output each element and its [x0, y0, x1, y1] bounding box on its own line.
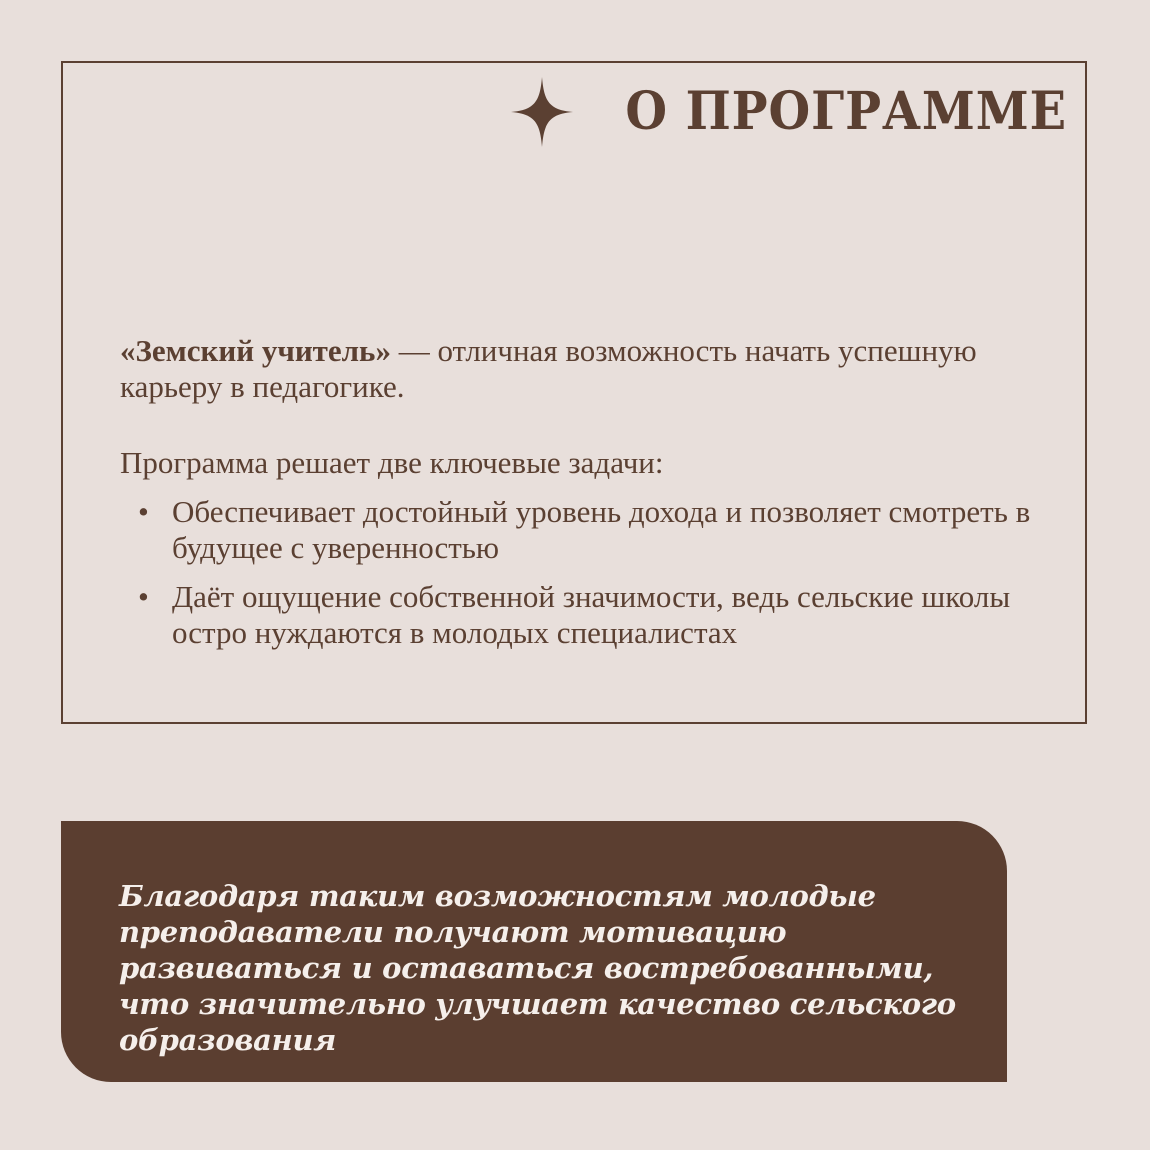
- intro-paragraph: [120, 333, 1040, 405]
- program-description: [120, 333, 1040, 664]
- banner-text: Благодаря таким возможностям молодые преподаватели получают мотивацию развиваться и оставаться востребованными, что значительно улучшает качество сельского образования: [119, 879, 956, 1057]
- tasks-lead: Программа решает две ключевые задачи:: [120, 445, 664, 480]
- intro-text: — отличная возможность начать успешную карьеру в педагогике.: [120, 333, 977, 404]
- section-title: [511, 77, 1067, 147]
- conclusion-banner: [61, 821, 1007, 1082]
- list-item: [120, 494, 1040, 566]
- list-item: [120, 579, 1040, 651]
- four-point-star-icon: [511, 77, 573, 147]
- tasks-list: [120, 494, 1040, 651]
- list-item-text: Даёт ощущение собственной значимости, ведь сельские школы остро нуждаются в молодых специалистах: [172, 579, 1011, 650]
- list-item-text: Обеспечивает достойный уровень дохода и позволяет смотреть в будущее с уверенностью: [172, 494, 1031, 565]
- bullet: •: [138, 494, 149, 529]
- program-name: «Земский учитель»: [120, 333, 391, 368]
- program-card: [61, 61, 1087, 724]
- bullet: •: [138, 579, 149, 614]
- title-text: О ПРОГРАММЕ: [625, 81, 1067, 142]
